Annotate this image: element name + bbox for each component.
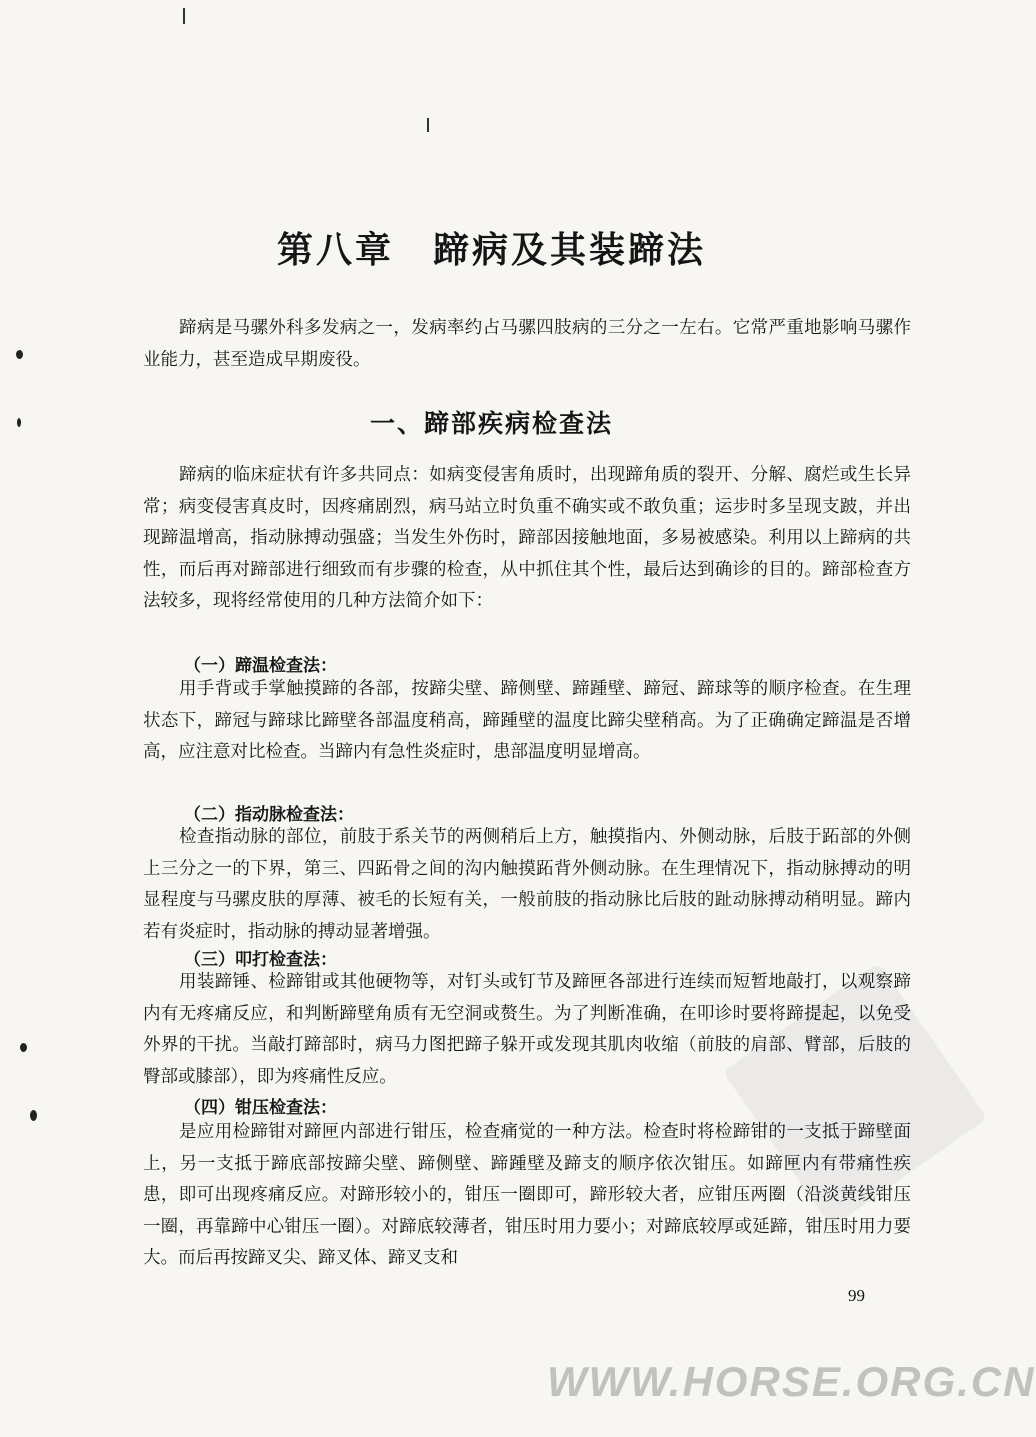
section-intro-paragraph: 蹄病的临床症状有许多共同点：如病变侵害角质时，出现蹄角质的裂开、分解、腐烂或生长异常；病变侵害真皮时，因疼痛剧烈，病马站立时负重不确实或不敢负重；运步时多呈现支跛，并出现蹄温增高，指动脉搏动强盛；当发生外伤时，蹄部因接触地面，多易被感染。利用以上蹄病的共性，而后再对蹄部进行细致而有步骤的检查，从中抓住其个性，最后达到确诊的目的。蹄部检查方法较多，现将经常使用的几种方法简介如下： (143, 465, 911, 611)
subsection-body-hoof-temperature: 用手背或手掌触摸蹄的各部，按蹄尖壁、蹄侧壁、蹄踵壁、蹄冠、蹄球等的顺序检查。在生理状态下，蹄冠与蹄球比蹄壁各部温度稍高，蹄踵壁的温度比蹄尖壁稍高。为了正确确定蹄温是否增高，应注意对比检查。当蹄内有急性炎症时，患部温度明显增高。 (143, 679, 911, 762)
subsection-body-percussion: 用装蹄锤、检蹄钳或其他硬物等，对钉头或钉节及蹄匣各部进行连续而短暂地敲打，以观察蹄内有无疼痛反应，和判断蹄壁角质有无空洞或赘生。为了判断准确，在叩诊时要将蹄提起，以免受外界的干扰。当敲打蹄部时，病马力图把蹄子躲开或发现其肌肉收缩（前肢的肩部、臂部，后肢的臀部或膝部），即为疼痛性反应。 (143, 972, 911, 1087)
margin-dot (16, 350, 23, 359)
scan-mark (183, 8, 185, 24)
subsection-body-digital-artery: 检查指动脉的部位，前肢于系关节的两侧稍后上方，触摸指内、外侧动脉，后肢于跖部的外侧上三分之一的下界，第三、四跖骨之间的沟内触摸跖背外侧动脉。在生理情况下，指动脉搏动的明显程度与马骡皮肤的厚薄、被毛的长短有关，一般前肢的指动脉比后肢的趾动脉搏动稍明显。蹄内若有炎症时，指动脉的搏动显著增强。 (143, 827, 911, 942)
subsection-heading-digital-artery: （二）指动脉检查法： (184, 805, 354, 825)
subsection-heading-pincer-pressure: （四）钳压检查法： (184, 1098, 337, 1118)
page-number: 99 (848, 1286, 865, 1305)
subsection-heading-percussion: （三）叩打检查法： (184, 950, 337, 970)
section-title: 一、蹄部疾病检查法 (369, 409, 613, 438)
watermark-text: WWW.HORSE.ORG.CN (547, 1358, 1036, 1405)
subsection-body-pincer-pressure: 是应用检蹄钳对蹄匣内部进行钳压，检查痛觉的一种方法。检查时将检蹄钳的一支抵于蹄壁面上，另一支抵于蹄底部按蹄尖壁、蹄侧壁、蹄踵壁及蹄支的顺序依次钳压。如蹄匣内有带痛性疾患，即可出现疼痛反应。对蹄形较小的，钳压一圈即可，蹄形较大者，应钳压两圈（沿淡黄线钳压一圈，再靠蹄中心钳压一圈）。对蹄底较薄者，钳压时用力要小；对蹄底较厚或延蹄，钳压时用力要大。而后再按蹄叉尖、蹄叉体、蹄叉支和 (143, 1122, 911, 1268)
margin-dot (20, 1043, 27, 1052)
chapter-title: 第八章 蹄病及其装蹄法 (276, 230, 706, 271)
subsection-heading-hoof-temperature: （一）蹄温检查法： (184, 656, 337, 676)
margin-dot (30, 1110, 37, 1121)
intro-paragraph: 蹄病是马骡外科多发病之一，发病率约占马骡四肢病的三分之一左右。它常严重地影响马骡作业能力，甚至造成早期废役。 (143, 318, 911, 370)
scan-mark (427, 118, 429, 132)
